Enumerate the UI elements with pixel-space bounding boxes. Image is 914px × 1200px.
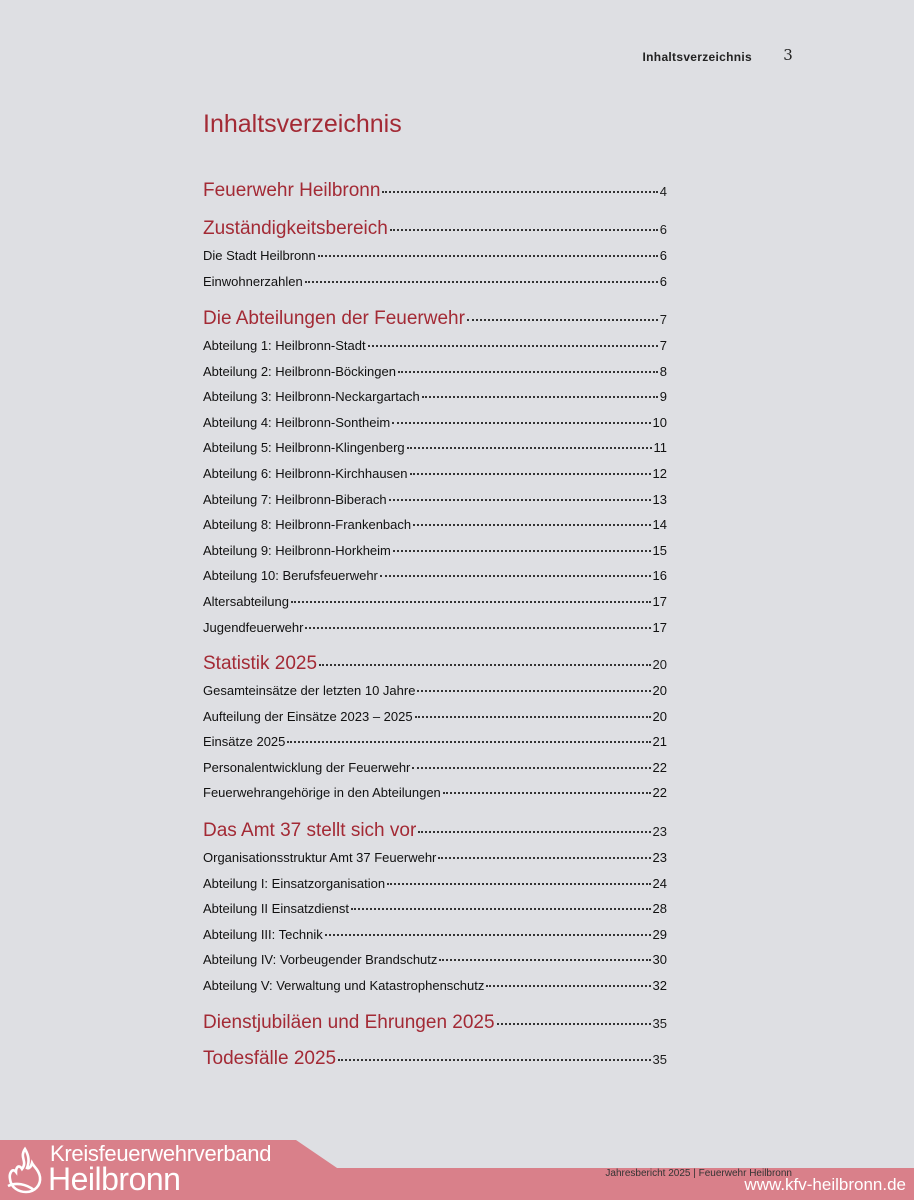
toc-entry-title: Feuerwehrangehörige in den Abteilungen <box>203 785 441 801</box>
toc-entry[interactable] <box>203 364 667 379</box>
toc-section[interactable] <box>203 308 667 330</box>
dot-leader <box>417 690 650 692</box>
dot-leader <box>415 716 651 718</box>
toc-entry-page-number: 21 <box>652 734 667 750</box>
toc-entry[interactable] <box>203 927 667 942</box>
toc-entry[interactable] <box>203 440 667 455</box>
toc-section-title: Feuerwehr Heilbronn <box>203 180 381 201</box>
dot-leader <box>439 959 650 961</box>
toc-entry-page-number: 29 <box>652 926 667 942</box>
footer-url-link[interactable]: www.kfv-heilbronn.de <box>744 1175 906 1194</box>
toc-entry-page-number: 17 <box>652 594 667 609</box>
toc-entry[interactable] <box>203 274 667 289</box>
toc-entry[interactable] <box>203 338 667 353</box>
dot-leader <box>413 524 650 526</box>
toc-section-title: Das Amt 37 stellt sich vor <box>203 820 417 841</box>
toc-entry-page-number: 20 <box>652 708 667 724</box>
toc-entry-page-number: 28 <box>652 901 667 917</box>
toc-entry[interactable] <box>203 683 667 698</box>
toc-entry[interactable] <box>203 760 667 775</box>
dot-leader <box>398 371 658 373</box>
dot-leader <box>351 908 651 910</box>
toc-entry[interactable] <box>203 543 667 558</box>
toc-entry[interactable] <box>203 709 667 724</box>
toc-entry[interactable] <box>203 248 667 263</box>
toc-entry[interactable] <box>203 466 667 481</box>
dot-leader <box>412 767 650 769</box>
toc-section-title: Dienstjubiläen und Ehrungen 2025 <box>203 1012 495 1033</box>
toc-entry-title: Abteilung 7: Heilbronn-Biberach <box>203 491 387 507</box>
toc-section[interactable] <box>203 653 667 675</box>
toc-entry[interactable] <box>203 568 667 583</box>
toc-section-page-number: 35 <box>652 1052 667 1067</box>
toc-entry-title: Abteilung 6: Heilbronn-Kirchhausen <box>203 466 408 481</box>
toc-section-page-number: 6 <box>659 222 667 237</box>
toc-entry[interactable] <box>203 415 667 430</box>
toc-entry[interactable] <box>203 901 667 916</box>
dot-leader <box>305 627 650 629</box>
toc-entry[interactable] <box>203 734 667 749</box>
dot-leader <box>438 857 650 859</box>
toc-entry-title: Abteilung 5: Heilbronn-Klingenberg <box>203 440 405 456</box>
toc-entry[interactable] <box>203 785 667 800</box>
running-header-title: Inhaltsverzeichnis <box>642 50 752 64</box>
org-name-line2: Heilbronn <box>48 1161 181 1197</box>
dot-leader <box>392 422 650 424</box>
dot-leader <box>390 229 658 231</box>
toc-entry-title: Altersabteilung <box>203 594 289 609</box>
table-of-contents <box>203 0 667 1100</box>
dot-leader <box>407 447 652 449</box>
dot-leader <box>410 473 651 475</box>
toc-entry-title: Abteilung 8: Heilbronn-Frankenbach <box>203 517 412 533</box>
toc-entry[interactable] <box>203 850 667 865</box>
toc-entry-title: Abteilung 3: Heilbronn-Neckargartach <box>203 389 420 405</box>
toc-entry-title: Organisationsstruktur Amt 37 Feuerwehr <box>203 850 437 865</box>
toc-entry[interactable] <box>203 492 667 507</box>
toc-entry-title: Abteilung IV: Vorbeugender Brandschutz <box>203 952 438 968</box>
toc-entry-page-number: 17 <box>652 619 667 635</box>
toc-section-title: Die Abteilungen der Feuerwehr <box>203 308 465 329</box>
toc-entry[interactable] <box>203 952 667 967</box>
dot-leader <box>387 883 650 885</box>
toc-section[interactable] <box>203 820 667 842</box>
toc-section-title: Todesfälle 2025 <box>203 1048 337 1069</box>
toc-entry-title: Einwohnerzahlen <box>203 273 303 289</box>
toc-section-page-number: 35 <box>652 1016 667 1031</box>
toc-entry-page-number: 30 <box>652 952 667 968</box>
toc-entry-title: Einsätze 2025 <box>203 734 286 750</box>
toc-entry-title: Abteilung 4: Heilbronn-Sontheim <box>203 414 391 430</box>
dot-leader <box>393 550 651 552</box>
toc-section[interactable] <box>203 218 667 240</box>
toc-entry-title: Die Stadt Heilbronn <box>203 248 316 263</box>
toc-entry-page-number: 7 <box>659 338 667 353</box>
dot-leader <box>443 792 651 794</box>
toc-heading: Inhaltsverzeichnis <box>203 110 402 138</box>
dot-leader <box>497 1023 651 1025</box>
toc-entry-page-number: 16 <box>652 568 667 584</box>
fire-logo-icon <box>4 1146 46 1196</box>
toc-section-page-number: 23 <box>652 824 667 839</box>
toc-section[interactable] <box>203 1048 667 1070</box>
toc-entry-page-number: 6 <box>659 248 667 263</box>
dot-leader <box>382 191 657 193</box>
toc-entry-title: Abteilung I: Einsatzorganisation <box>203 875 386 891</box>
toc-entry-page-number: 13 <box>652 491 667 507</box>
toc-section-title: Zuständigkeitsbereich <box>203 218 388 239</box>
toc-entry-page-number: 22 <box>652 785 667 801</box>
toc-entry-page-number: 14 <box>652 517 667 533</box>
dot-leader <box>325 934 651 936</box>
toc-entry-title: Abteilung 9: Heilbronn-Horkheim <box>203 542 391 558</box>
toc-entry-title: Abteilung V: Verwaltung und Katastrophenschutz <box>203 978 485 993</box>
toc-entry-title: Aufteilung der Einsätze 2023 – 2025 <box>203 708 413 724</box>
dot-leader <box>287 741 650 743</box>
toc-section-title: Statistik 2025 <box>203 653 318 674</box>
dot-leader <box>467 319 658 321</box>
toc-entry-title: Abteilung 10: Berufsfeuerwehr <box>203 568 378 584</box>
dot-leader <box>319 664 650 666</box>
dot-leader <box>380 575 651 577</box>
toc-entry-page-number: 10 <box>652 414 667 430</box>
toc-entry-title: Abteilung II Einsatzdienst <box>203 901 349 917</box>
dot-leader <box>389 499 651 501</box>
dot-leader <box>291 601 651 603</box>
dot-leader <box>418 831 650 833</box>
toc-entry-page-number: 6 <box>659 273 667 289</box>
toc-entry-title: Abteilung 2: Heilbronn-Böckingen <box>203 363 396 379</box>
toc-section[interactable] <box>203 1012 667 1034</box>
toc-entry[interactable] <box>203 389 667 404</box>
dot-leader <box>368 345 658 347</box>
dot-leader <box>422 396 658 398</box>
toc-entry-page-number: 23 <box>652 850 667 865</box>
toc-entry-page-number: 32 <box>652 978 667 993</box>
toc-section-page-number: 4 <box>659 184 667 199</box>
toc-section[interactable] <box>203 180 667 202</box>
toc-entry-title: Abteilung III: Technik <box>203 926 323 942</box>
dot-leader <box>305 281 658 283</box>
dot-leader <box>318 255 658 257</box>
toc-entry-title: Personalentwicklung der Feuerwehr <box>203 759 411 775</box>
toc-entry-page-number: 8 <box>659 363 667 379</box>
toc-entry[interactable] <box>203 876 667 891</box>
toc-entry-page-number: 11 <box>653 440 667 456</box>
toc-entry-title: Abteilung 1: Heilbronn-Stadt <box>203 338 366 353</box>
footer-caption: Jahresbericht 2025 | Feuerwehr Heilbronn <box>605 1168 792 1179</box>
toc-entry-page-number: 9 <box>659 389 667 405</box>
toc-entry[interactable] <box>203 594 667 609</box>
toc-entry[interactable] <box>203 978 667 993</box>
toc-entry-title: Gesamteinsätze der letzten 10 Jahre <box>203 683 416 698</box>
toc-entry-title: Jugendfeuerwehr <box>203 619 304 635</box>
toc-entry-page-number: 12 <box>652 466 667 481</box>
org-name-line1: Kreisfeuerwehrverband <box>50 1141 272 1166</box>
toc-entry[interactable] <box>203 517 667 532</box>
dot-leader <box>486 985 650 987</box>
toc-section-page-number: 20 <box>652 657 667 672</box>
toc-entry-page-number: 15 <box>652 542 667 558</box>
toc-entry-page-number: 22 <box>652 759 667 775</box>
toc-entry-page-number: 20 <box>652 683 667 698</box>
toc-section-page-number: 7 <box>659 312 667 327</box>
dot-leader <box>338 1059 650 1061</box>
page-number: 3 <box>783 46 793 64</box>
toc-entry-page-number: 24 <box>652 875 667 891</box>
toc-entry[interactable] <box>203 620 667 635</box>
